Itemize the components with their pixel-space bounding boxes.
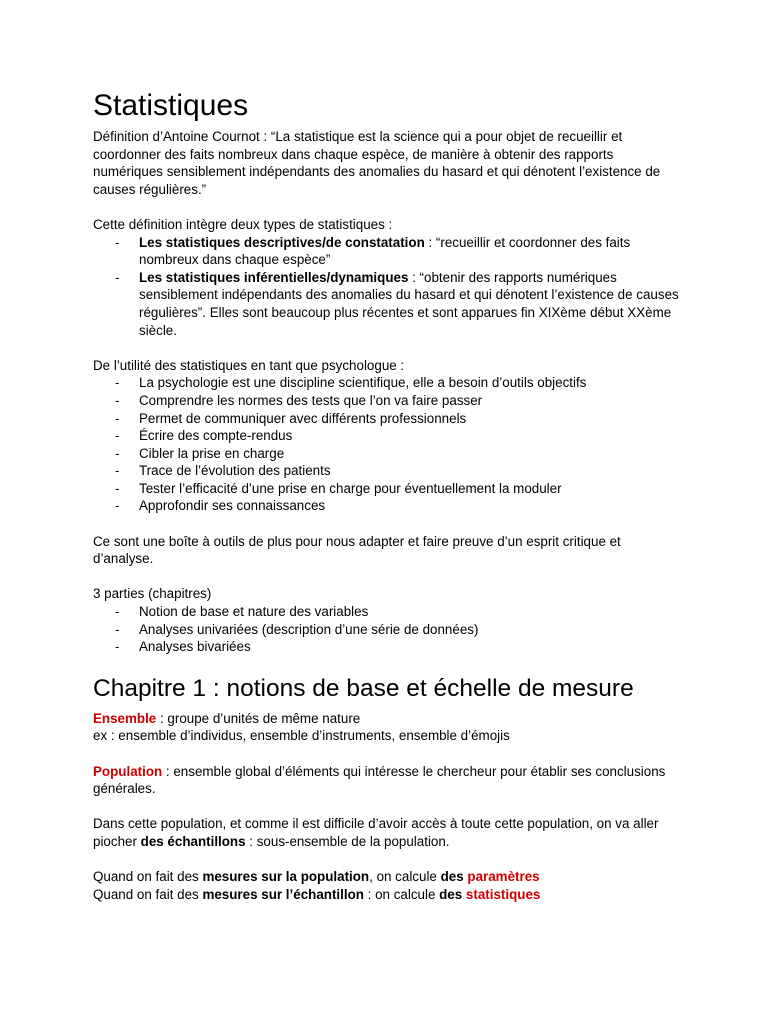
- statistiques-term: statistiques: [465, 886, 541, 902]
- types-intro: Cette définition intègre deux types de statistiques :: [93, 216, 393, 232]
- measure-term: mesures sur la population: [202, 869, 370, 885]
- page-title: Statistiques: [93, 89, 249, 122]
- type-term: Les statistiques inférentielles/dynamiques: [139, 269, 409, 285]
- list-item: - Cibler la prise en charge: [93, 445, 683, 463]
- utility-intro: De l’utilité des statistiques en tant que psychologue :: [93, 357, 405, 373]
- measure-text: , on calcule: [369, 869, 441, 885]
- measure-text: Quand on fait des: [93, 886, 203, 902]
- measure-article: des: [440, 869, 468, 885]
- measure-text: : on calcule: [363, 886, 440, 902]
- ensemble-text: : groupe d’unités de même nature: [156, 710, 361, 726]
- ensemble-definition: [93, 710, 683, 728]
- chapter-title: Chapitre 1 : notions de base et échelle de mesure: [93, 674, 634, 702]
- list-item: - Analyses univariées (description d’une série de données): [93, 621, 683, 639]
- measure-population-line: [93, 868, 683, 886]
- spacer: [93, 339, 683, 357]
- sample-paragraph: [93, 815, 683, 850]
- spacer: [93, 198, 683, 216]
- parametres-term: paramètres: [467, 869, 540, 885]
- document-page: [93, 86, 683, 903]
- parts-intro: 3 parties (chapitres): [93, 586, 212, 602]
- list-item: - Tester l’efficacité d’une prise en charge pour éventuellement la moduler: [93, 480, 683, 498]
- type-text: : “recueillir et coordonner des faits nombreux dans chaque espèce”: [139, 234, 631, 268]
- ensemble-example: ex : ensemble d’individus, ensemble d’instruments, ensemble d’émojis: [93, 728, 510, 744]
- sample-term: des échantillons: [140, 833, 246, 849]
- list-item: [93, 234, 683, 269]
- list-item: - La psychologie est une discipline scientifique, elle a besoin d’outils objectifs: [93, 374, 683, 392]
- list-item: - Écrire des compte-rendus: [93, 427, 683, 445]
- sample-text-after: : sous-ensemble de la population.: [245, 833, 450, 849]
- list-item: - Trace de l’évolution des patients: [93, 462, 683, 480]
- list-item: - Analyses bivariées: [93, 638, 683, 656]
- measure-article: des: [439, 886, 466, 902]
- measure-sample-line: [93, 886, 683, 904]
- definition-paragraph: Définition d’Antoine Cournot : “La statistique est la science qui a pour objet de recueillir et coordonner des faits nombreux dans chaque espèce, de manière à obtenir des rapports numériques sensiblement indépendants des anomalies du hasard et qui dénotent l’existence de causes régulières.”: [93, 129, 661, 197]
- types-list: [93, 234, 683, 340]
- spacer: [93, 515, 683, 533]
- spacer: [93, 745, 683, 763]
- population-definition: [93, 763, 683, 798]
- spacer: [93, 851, 683, 869]
- utility-list: [93, 374, 683, 515]
- population-text: : ensemble global d’éléments qui intéresse le chercheur pour établir ses conclusions générales.: [93, 763, 666, 797]
- toolbox-paragraph: Ce sont une boîte à outils de plus pour nous adapter et faire preuve d’un esprit critique et d’analyse.: [93, 533, 621, 567]
- measure-text: Quand on fait des: [93, 869, 203, 885]
- spacer: [93, 798, 683, 816]
- ensemble-term: Ensemble: [93, 710, 157, 726]
- measure-term: mesures sur l’échantillon: [202, 886, 364, 902]
- parts-list: [93, 603, 683, 656]
- list-item: - Approfondir ses connaissances: [93, 497, 683, 515]
- list-item: - Notion de base et nature des variables: [93, 603, 683, 621]
- sample-text-before: Dans cette population, et comme il est difficile d’avoir accès à toute cette population, on va aller piocher: [93, 816, 659, 849]
- population-term: Population: [93, 763, 163, 779]
- list-item: [93, 269, 683, 339]
- list-item: - Permet de communiquer avec différents professionnels: [93, 410, 683, 428]
- type-text: : “obtenir des rapports numériques sensiblement indépendants des anomalies du hasard et qui dénotent l’existence de causes régulières”. Elles sont beaucoup plus récentes et sont apparues fin XIXème début XXème siècle.: [139, 269, 679, 338]
- type-term: Les statistiques descriptives/de constatation: [139, 234, 425, 250]
- spacer: [93, 568, 683, 586]
- list-item: - Comprendre les normes des tests que l’on va faire passer: [93, 392, 683, 410]
